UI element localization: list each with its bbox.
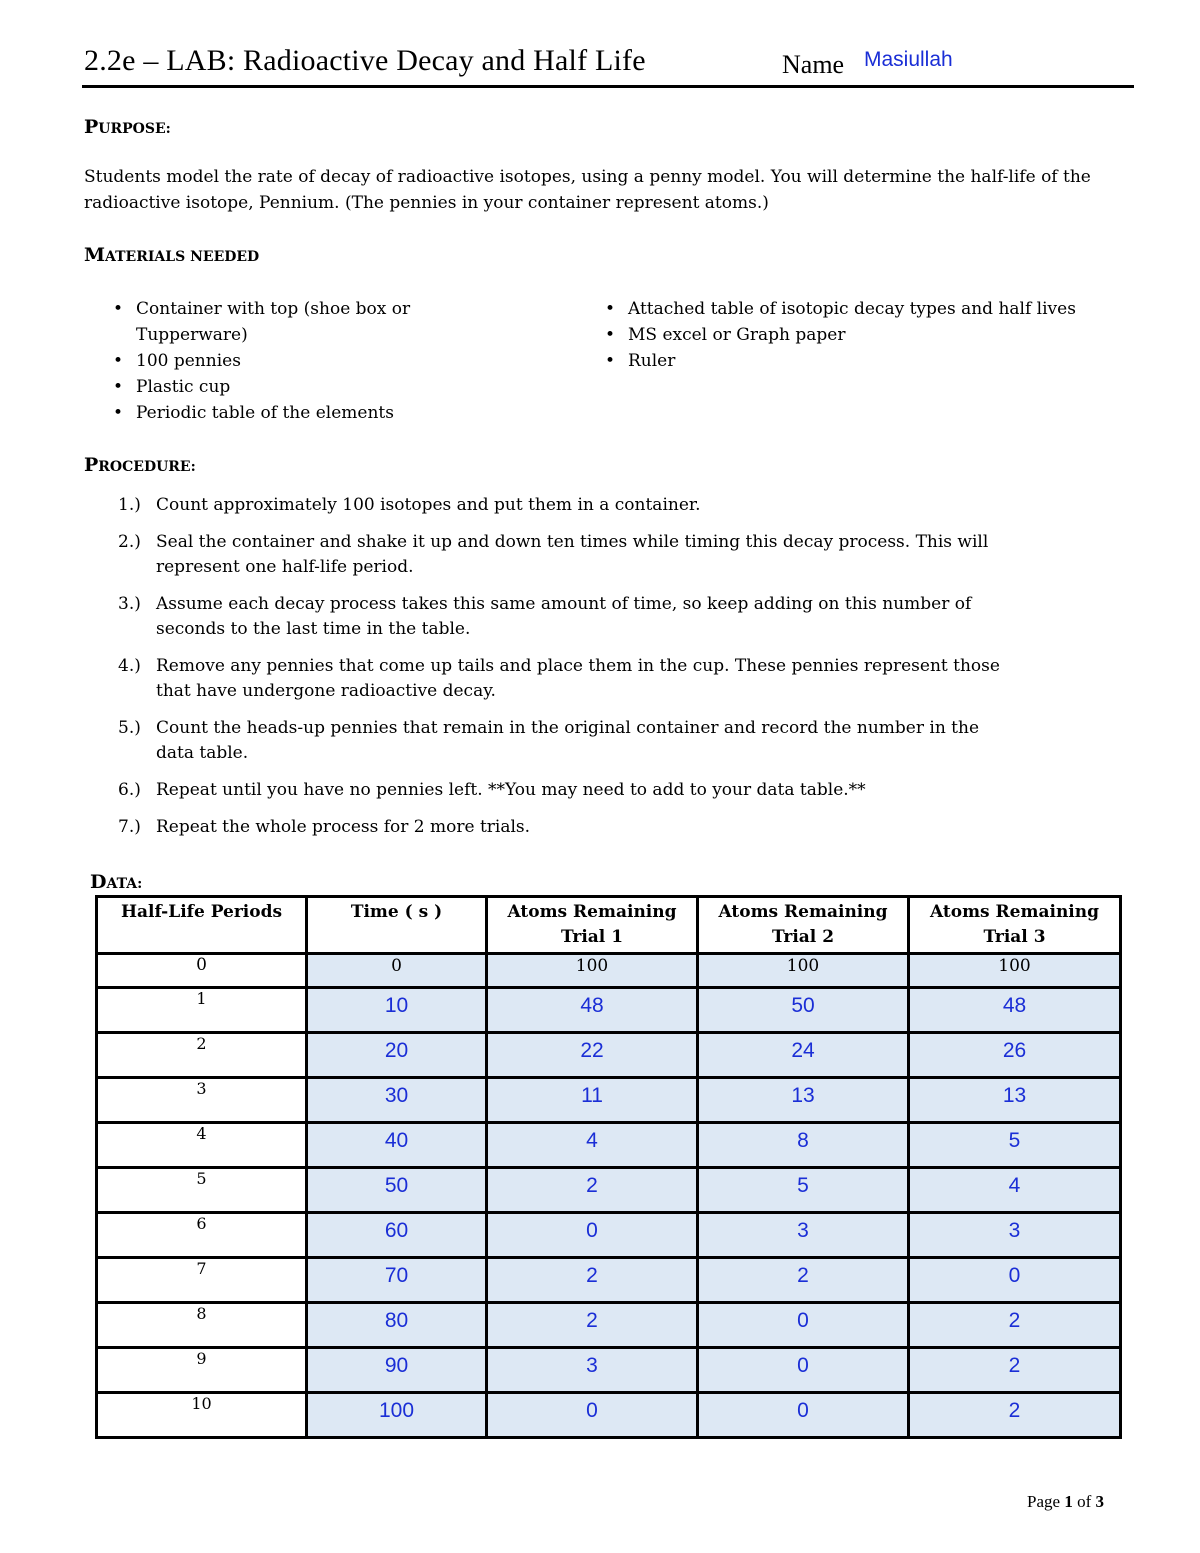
material-item-text: Periodic table of the elements <box>136 403 394 423</box>
procedure-step-text: Repeat the whole process for 2 more trials. <box>156 817 531 837</box>
material-item-text: Ruler <box>628 351 676 371</box>
name-value: Masiullah <box>864 48 953 71</box>
purpose-heading <box>84 116 171 138</box>
data-cell[interactable]: 70 <box>307 1258 487 1303</box>
data-cell[interactable]: 40 <box>307 1123 487 1168</box>
footer-of-word: of <box>1077 1492 1092 1511</box>
data-cell[interactable]: 2 <box>487 1258 698 1303</box>
table-row <box>97 1078 1121 1123</box>
procedure-heading-initial: P <box>84 454 99 476</box>
procedure-step-number: 6.) <box>118 780 141 800</box>
procedure-step <box>84 493 1004 518</box>
data-table <box>95 895 1122 1439</box>
purpose-heading-rest: URPOSE: <box>98 121 171 137</box>
half-life-period-cell: 3 <box>97 1078 307 1123</box>
data-cell[interactable]: 2 <box>487 1168 698 1213</box>
data-cell[interactable]: 60 <box>307 1213 487 1258</box>
data-cell[interactable]: 24 <box>698 1033 909 1078</box>
data-cell[interactable]: 100 <box>698 954 909 988</box>
footer-page-number: 1 <box>1064 1492 1073 1511</box>
table-row <box>97 1033 1121 1078</box>
bullet-icon: • <box>113 377 124 397</box>
material-item <box>576 296 1116 322</box>
column-header: Half-Life Periods <box>97 897 307 954</box>
data-cell[interactable]: 50 <box>698 988 909 1033</box>
footer-page-total: 3 <box>1095 1492 1104 1511</box>
material-item <box>84 296 484 348</box>
page-title: 2.2e – LAB: Radioactive Decay and Half Life <box>84 44 646 77</box>
materials-list-right <box>576 296 1116 374</box>
procedure-step <box>84 716 1004 766</box>
bullet-icon: • <box>113 403 124 423</box>
table-header-row <box>97 897 1121 954</box>
procedure-heading <box>84 454 196 476</box>
procedure-step-text: Repeat until you have no pennies left. **You may need to add to your data table.** <box>156 780 866 800</box>
half-life-period-cell: 6 <box>97 1213 307 1258</box>
data-cell[interactable]: 90 <box>307 1348 487 1393</box>
data-cell[interactable]: 2 <box>487 1303 698 1348</box>
table-row <box>97 1168 1121 1213</box>
procedure-step-number: 4.) <box>118 656 141 676</box>
half-life-period-cell: 4 <box>97 1123 307 1168</box>
half-life-period-cell: 2 <box>97 1033 307 1078</box>
data-cell[interactable]: 0 <box>487 1393 698 1438</box>
name-label: Name <box>782 50 845 79</box>
data-cell[interactable]: 30 <box>307 1078 487 1123</box>
table-row <box>97 1213 1121 1258</box>
data-heading-rest: ATA: <box>106 876 143 892</box>
data-cell[interactable]: 0 <box>698 1303 909 1348</box>
data-cell[interactable]: 48 <box>487 988 698 1033</box>
materials-heading-initial: M <box>84 244 106 266</box>
bullet-icon: • <box>605 325 616 345</box>
procedure-list <box>84 493 1004 852</box>
data-heading-initial: D <box>90 871 107 893</box>
purpose-text: Students model the rate of decay of radioactive isotopes, using a penny model. You will determine the half-life of the radioactive isotope, Pennium. (The pennies in your container represent atoms.) <box>84 167 1091 213</box>
procedure-step <box>84 592 1004 642</box>
bullet-icon: • <box>113 351 124 371</box>
data-cell[interactable]: 48 <box>909 988 1121 1033</box>
data-cell[interactable]: 2 <box>909 1303 1121 1348</box>
data-cell[interactable]: 22 <box>487 1033 698 1078</box>
data-cell[interactable]: 13 <box>909 1078 1121 1123</box>
data-cell[interactable]: 0 <box>487 1213 698 1258</box>
data-cell[interactable]: 4 <box>909 1168 1121 1213</box>
procedure-step <box>84 778 1004 803</box>
data-cell[interactable]: 2 <box>698 1258 909 1303</box>
bullet-icon: • <box>605 299 616 319</box>
table-body <box>97 954 1121 1438</box>
data-cell[interactable]: 13 <box>698 1078 909 1123</box>
bullet-icon: • <box>113 299 124 319</box>
column-header: Atoms Remaining Trial 1 <box>487 897 698 954</box>
procedure-step <box>84 815 1004 840</box>
data-cell[interactable]: 0 <box>698 1348 909 1393</box>
data-cell[interactable]: 3 <box>698 1213 909 1258</box>
procedure-step-number: 2.) <box>118 532 141 552</box>
materials-heading-rest: ATERIALS NEEDED <box>105 249 260 265</box>
table-row <box>97 1348 1121 1393</box>
data-cell[interactable]: 3 <box>909 1213 1121 1258</box>
data-cell[interactable]: 50 <box>307 1168 487 1213</box>
data-cell[interactable]: 5 <box>698 1168 909 1213</box>
material-item <box>84 400 484 426</box>
footer-page-word: Page <box>1027 1492 1061 1511</box>
data-cell[interactable]: 0 <box>698 1393 909 1438</box>
material-item-text: MS excel or Graph paper <box>628 325 846 345</box>
data-cell[interactable]: 100 <box>307 1393 487 1438</box>
half-life-period-cell: 8 <box>97 1303 307 1348</box>
data-cell[interactable]: 10 <box>307 988 487 1033</box>
data-cell[interactable]: 3 <box>487 1348 698 1393</box>
material-item-text: Attached table of isotopic decay types and half lives <box>628 299 1076 319</box>
data-cell[interactable]: 8 <box>698 1123 909 1168</box>
purpose-heading-initial: P <box>84 116 99 138</box>
material-item <box>84 348 484 374</box>
procedure-step-number: 1.) <box>118 495 141 515</box>
procedure-step <box>84 654 1004 704</box>
half-life-period-cell: 5 <box>97 1168 307 1213</box>
table-row <box>97 1123 1121 1168</box>
half-life-period-cell: 0 <box>97 954 307 988</box>
procedure-step-text: Count approximately 100 isotopes and put them in a container. <box>156 495 701 515</box>
column-header: Time ( s ) <box>307 897 487 954</box>
data-cell[interactable]: 80 <box>307 1303 487 1348</box>
table-row <box>97 1393 1121 1438</box>
table-row <box>97 988 1121 1033</box>
half-life-period-cell: 9 <box>97 1348 307 1393</box>
data-cell[interactable]: 2 <box>909 1393 1121 1438</box>
data-cell[interactable]: 100 <box>909 954 1121 988</box>
material-item-text: Container with top (shoe box or Tupperware) <box>136 299 411 345</box>
material-item-text: 100 pennies <box>136 351 241 371</box>
data-cell[interactable]: 100 <box>487 954 698 988</box>
column-header: Atoms Remaining Trial 3 <box>909 897 1121 954</box>
material-item <box>84 374 484 400</box>
half-life-period-cell: 1 <box>97 988 307 1033</box>
data-cell[interactable]: 4 <box>487 1123 698 1168</box>
column-header: Atoms Remaining Trial 2 <box>698 897 909 954</box>
data-cell[interactable]: 20 <box>307 1033 487 1078</box>
half-life-period-cell: 7 <box>97 1258 307 1303</box>
data-cell[interactable]: 5 <box>909 1123 1121 1168</box>
procedure-step-number: 5.) <box>118 718 141 738</box>
data-cell[interactable]: 0 <box>307 954 487 988</box>
procedure-step-number: 7.) <box>118 817 141 837</box>
data-heading <box>90 871 142 893</box>
procedure-step <box>84 530 1004 580</box>
procedure-step-text: Assume each decay process takes this same amount of time, so keep adding on this number of seconds to the last time in the table. <box>156 594 972 639</box>
procedure-step-number: 3.) <box>118 594 141 614</box>
procedure-step-text: Remove any pennies that come up tails and place them in the cup. These pennies represent those that have undergone radioactive decay. <box>156 656 1000 701</box>
table-row <box>97 954 1121 988</box>
materials-list-left <box>84 296 484 426</box>
page-footer <box>1027 1492 1104 1512</box>
material-item <box>576 322 1116 348</box>
header-rule <box>82 85 1134 88</box>
materials-heading <box>84 244 259 266</box>
bullet-icon: • <box>605 351 616 371</box>
table-row <box>97 1258 1121 1303</box>
half-life-period-cell: 10 <box>97 1393 307 1438</box>
material-item-text: Plastic cup <box>136 377 231 397</box>
procedure-step-text: Seal the container and shake it up and down ten times while timing this decay process. This will represent one half-life period. <box>156 532 989 577</box>
procedure-step-text: Count the heads-up pennies that remain in the original container and record the number in the data table. <box>156 718 980 763</box>
data-cell[interactable]: 2 <box>909 1348 1121 1393</box>
data-cell[interactable]: 11 <box>487 1078 698 1123</box>
data-cell[interactable]: 0 <box>909 1258 1121 1303</box>
procedure-heading-rest: ROCEDURE: <box>98 459 196 475</box>
data-cell[interactable]: 26 <box>909 1033 1121 1078</box>
table-row <box>97 1303 1121 1348</box>
material-item <box>576 348 1116 374</box>
